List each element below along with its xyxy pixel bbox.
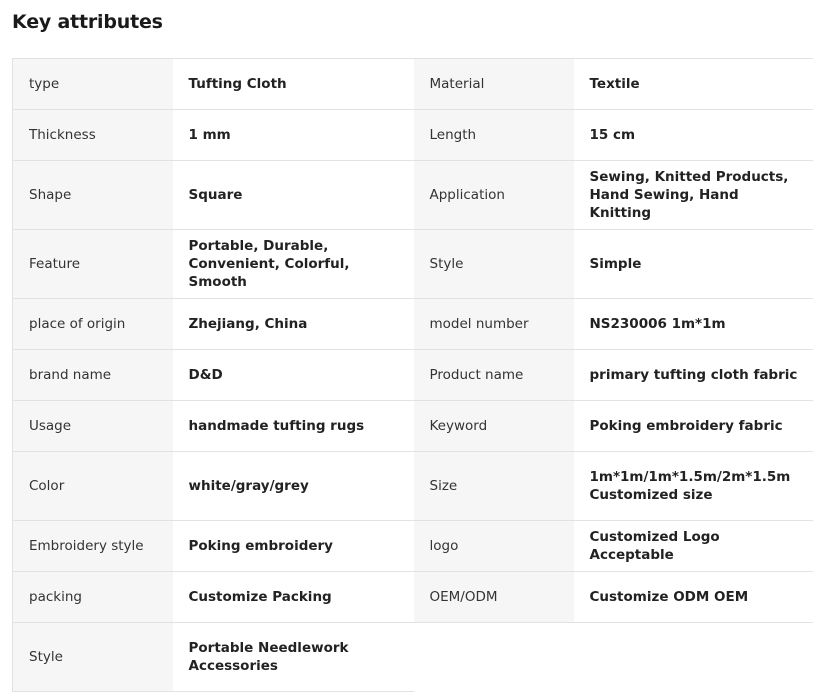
table-row — [13, 350, 813, 401]
attribute-label: packing — [13, 572, 173, 623]
attribute-value: 1m*1m/1m*1.5m/2m*1.5m Customized size — [574, 452, 813, 521]
key-attributes-table — [12, 58, 813, 692]
attribute-label: OEM/ODM — [414, 572, 574, 623]
attribute-value: Simple — [574, 230, 813, 299]
table-row — [13, 521, 813, 572]
attribute-value: Zhejiang, China — [173, 299, 414, 350]
table-row — [13, 572, 813, 623]
attribute-label: Keyword — [414, 401, 574, 452]
attribute-label: Style — [414, 230, 574, 299]
attribute-label: Style — [13, 623, 173, 692]
table-row — [13, 230, 813, 299]
attribute-label: model number — [414, 299, 574, 350]
attribute-label: Embroidery style — [13, 521, 173, 572]
attribute-value: Customize ODM OEM — [574, 572, 813, 623]
table-row — [13, 299, 813, 350]
attribute-value: Textile — [574, 59, 813, 110]
empty-cell — [574, 623, 813, 692]
attribute-value: white/gray/grey — [173, 452, 414, 521]
attribute-label: Feature — [13, 230, 173, 299]
table-row — [13, 110, 813, 161]
attribute-label: Material — [414, 59, 574, 110]
attribute-label: Color — [13, 452, 173, 521]
attribute-label: Length — [414, 110, 574, 161]
attribute-label: Shape — [13, 161, 173, 230]
attribute-label: type — [13, 59, 173, 110]
attribute-label: Application — [414, 161, 574, 230]
table-row — [13, 401, 813, 452]
attribute-label: brand name — [13, 350, 173, 401]
attribute-label: Size — [414, 452, 574, 521]
attribute-value: D&D — [173, 350, 414, 401]
attribute-value: primary tufting cloth fabric — [574, 350, 813, 401]
attribute-label: Thickness — [13, 110, 173, 161]
attribute-value: Poking embroidery — [173, 521, 414, 572]
attribute-value: Sewing, Knitted Products, Hand Sewing, Hand Knitting — [574, 161, 813, 230]
attribute-value: Customize Packing — [173, 572, 414, 623]
attribute-value: 1 mm — [173, 110, 414, 161]
empty-cell — [414, 623, 574, 692]
attribute-value: Square — [173, 161, 414, 230]
attribute-value: Customized Logo Acceptable — [574, 521, 813, 572]
attribute-value: Portable Needlework Accessories — [173, 623, 414, 692]
table-row — [13, 59, 813, 110]
attribute-label: Usage — [13, 401, 173, 452]
attribute-value: NS230006 1m*1m — [574, 299, 813, 350]
attribute-value: Tufting Cloth — [173, 59, 414, 110]
attribute-label: Product name — [414, 350, 574, 401]
attribute-label: place of origin — [13, 299, 173, 350]
section-title: Key attributes — [12, 11, 163, 33]
attribute-value: Portable, Durable, Convenient, Colorful, Smooth — [173, 230, 414, 299]
table-row — [13, 161, 813, 230]
table-row — [13, 452, 813, 521]
table-row — [13, 623, 813, 692]
attribute-value: handmade tufting rugs — [173, 401, 414, 452]
attribute-value: Poking embroidery fabric — [574, 401, 813, 452]
attribute-label: logo — [414, 521, 574, 572]
attribute-value: 15 cm — [574, 110, 813, 161]
